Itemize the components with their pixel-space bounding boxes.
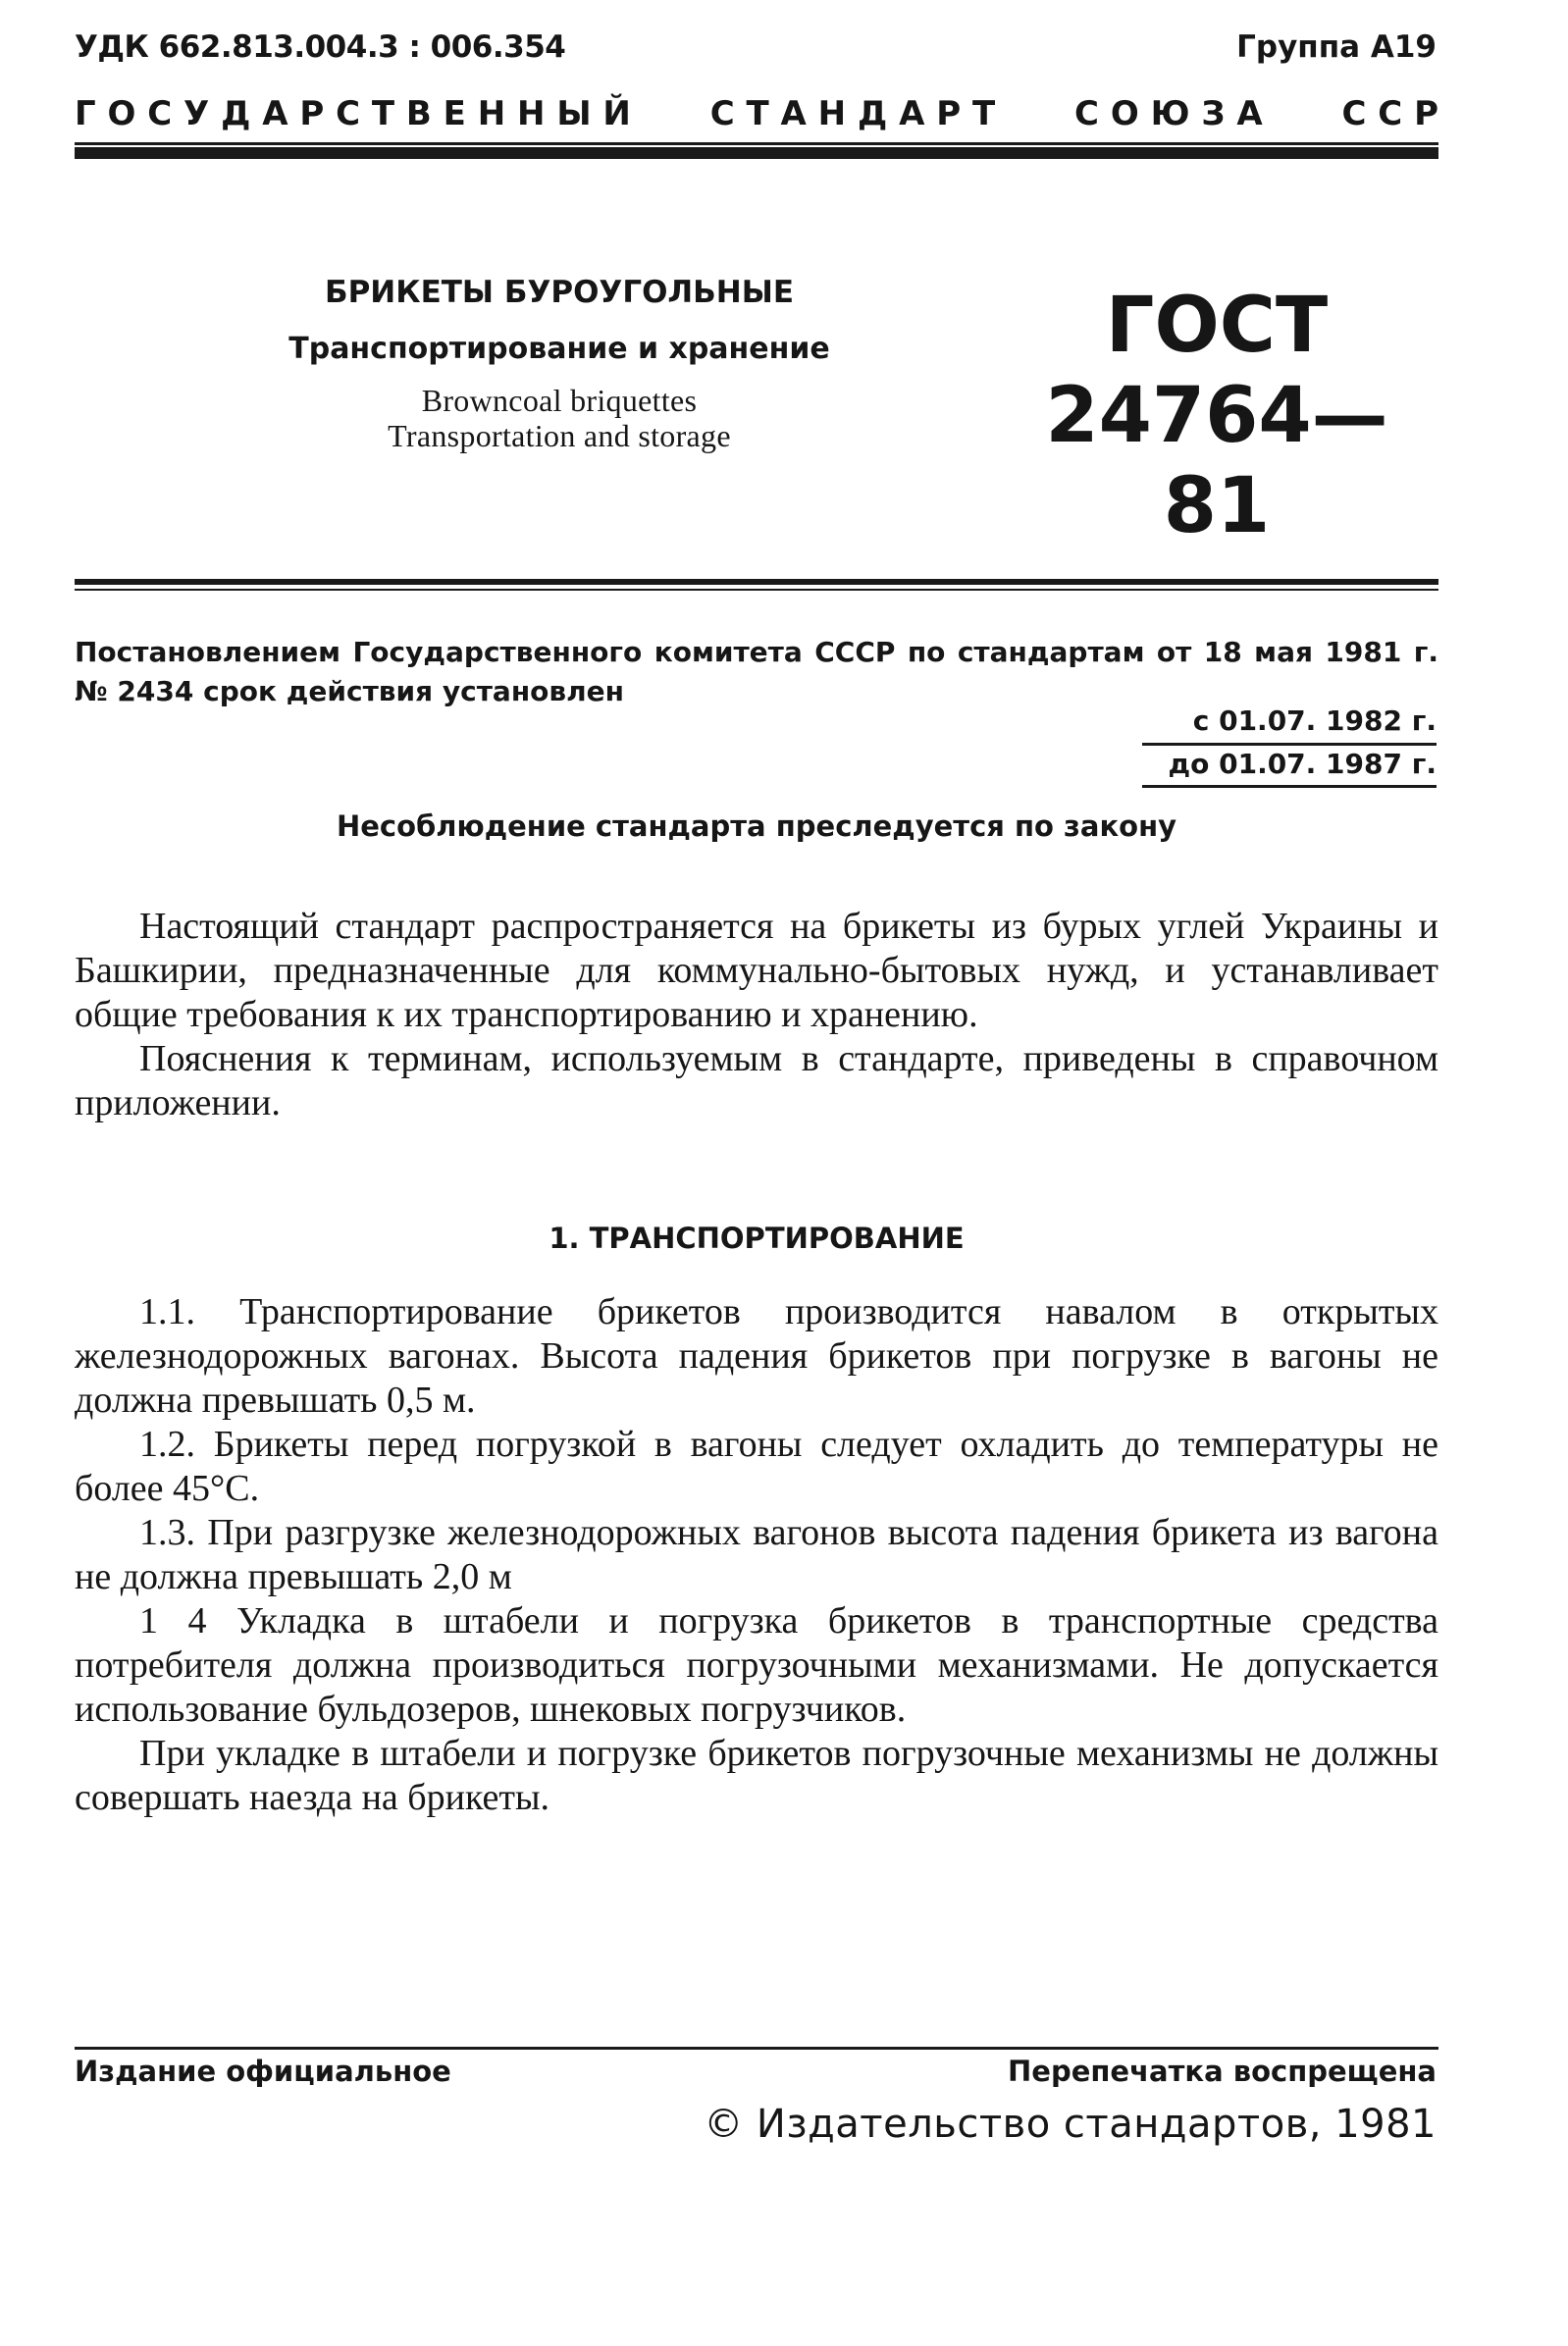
valid-from: с 01.07. 1982 г. bbox=[1192, 704, 1437, 737]
paragraph: Пояснения к терминам, используемым в стандарте, приведены в справочном приложении. bbox=[75, 1038, 1438, 1123]
gost-designation bbox=[1020, 281, 1413, 551]
banner-word: Г О С У Д А Р С Т В Е Н Н Ы Й bbox=[75, 94, 631, 133]
document-title-en: Browncoal briquettes bbox=[421, 383, 698, 418]
paragraph: 1.1. Транспортирование брикетов производится навалом в открытых железнодорожных вагонах. Высота падения брикетов при погрузке в вагоны не должна превышать 0,5 м. bbox=[75, 1291, 1438, 1421]
decree-text: Постановлением Государственного комитета СССР по стандартам от 18 мая 1981 г. № 2434 срок действия установлен bbox=[75, 636, 1438, 707]
paragraph: 1.3. При разгрузке железнодорожных вагонов высота падения брикета из вагона не должна превышать 2,0 м bbox=[75, 1512, 1438, 1597]
udk-code: УДК 662.813.004.3 : 006.354 bbox=[75, 29, 566, 65]
section-1-body bbox=[75, 1290, 1438, 1820]
valid-to: до 01.07. 1987 г. bbox=[1168, 748, 1437, 780]
footer-rule bbox=[75, 2047, 1438, 2050]
paragraph: 1.2. Брикеты перед погрузкой в вагоны следует охладить до температуры не более 45°С. bbox=[75, 1424, 1438, 1509]
paragraph: 1 4 Укладка в штабели и погрузка брикетов в транспортные средства потребителя должна производиться погрузочными механизмами. Не допускается использование бульдозеров, шнековых погрузчиков. bbox=[75, 1600, 1438, 1730]
document-subtitle-en: Transportation and storage bbox=[388, 418, 731, 453]
banner-word: С О Ю З А bbox=[1074, 94, 1263, 133]
banner-word: С С Р bbox=[1341, 94, 1438, 133]
document-subtitle-ru: Транспортирование и хранение bbox=[288, 332, 830, 366]
banner-word: С Т А Н Д А Р Т bbox=[709, 94, 996, 133]
document-title-ru: БРИКЕТЫ БУРОУГОЛЬНЫЕ bbox=[324, 275, 795, 310]
header-rule-thick bbox=[75, 147, 1438, 159]
valid-to-underline bbox=[1142, 785, 1437, 788]
official-edition-note: Издание официальное bbox=[75, 2055, 451, 2088]
reprint-prohibited-note: Перепечатка воспрещена bbox=[1008, 2055, 1437, 2088]
gost-label: ГОСТ bbox=[1105, 282, 1329, 370]
title-rule-thick bbox=[75, 579, 1438, 585]
intro-section bbox=[75, 905, 1438, 1125]
copyright-notice: © Издательство стандартов, 1981 bbox=[704, 2102, 1437, 2147]
legal-warning: Несоблюдение стандарта преследуется по закону bbox=[336, 809, 1177, 843]
title-rule-thin bbox=[75, 589, 1438, 591]
gost-number: 24764—81 bbox=[1045, 372, 1388, 550]
header-rule-thin bbox=[75, 142, 1438, 145]
paragraph: Настоящий стандарт распространяется на брикеты из бурых углей Украины и Башкирии, предназначенные для коммунально-бытовых нужд, и устанавливает общие требования к их транспортированию и хранению. bbox=[75, 906, 1438, 1035]
paragraph: При укладке в штабели и погрузке брикетов погрузочные механизмы не должны совершать наезда на брикеты. bbox=[75, 1733, 1438, 1818]
group-code: Группа А19 bbox=[1236, 29, 1437, 65]
valid-from-underline bbox=[1142, 743, 1437, 746]
title-block bbox=[271, 271, 848, 453]
section-heading: 1. ТРАНСПОРТИРОВАНИЕ bbox=[549, 1222, 965, 1255]
state-standard-banner bbox=[75, 94, 1438, 133]
